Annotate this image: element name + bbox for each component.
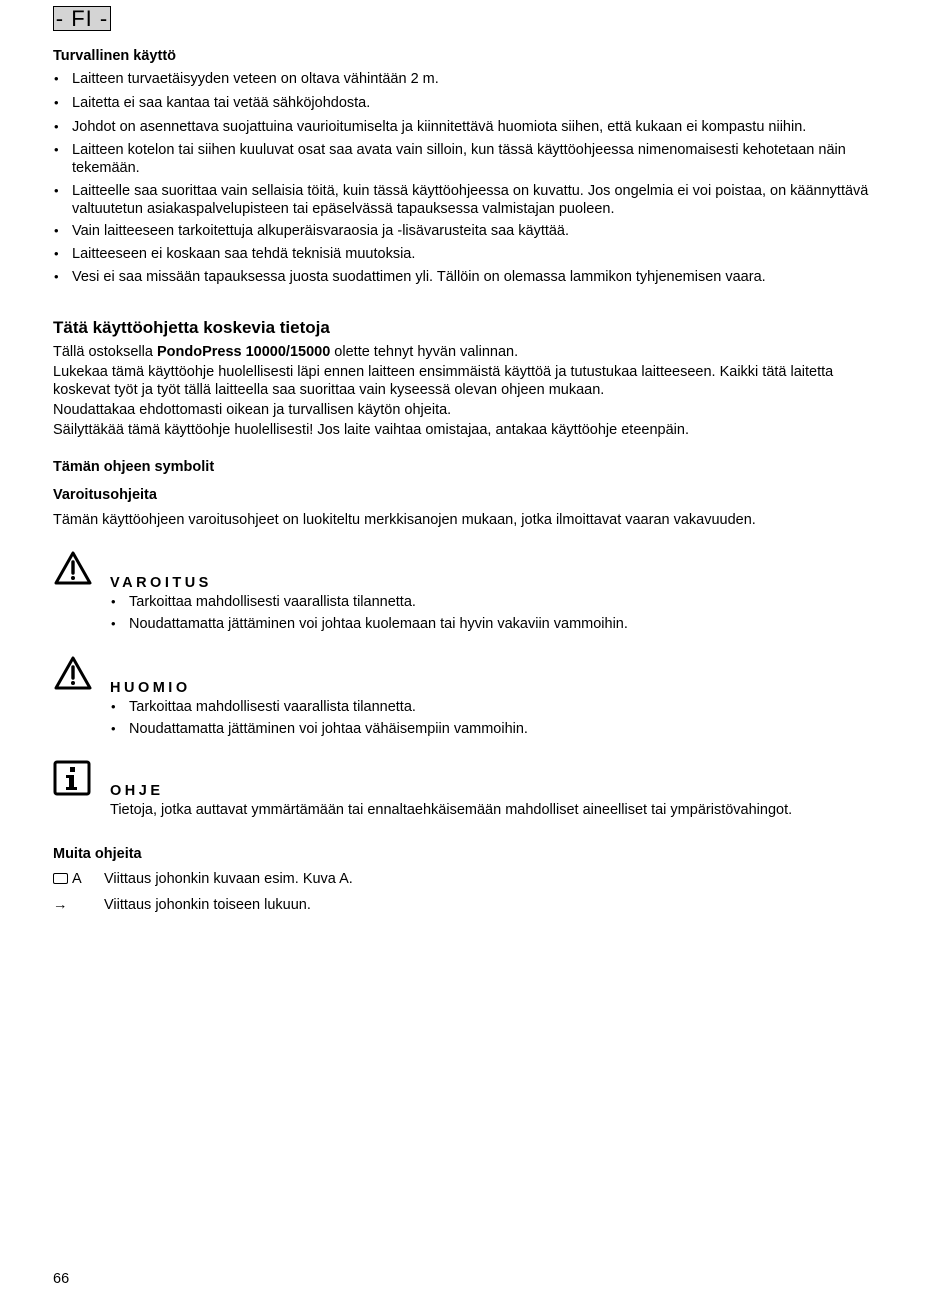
list-item: • Vesi ei saa missään tapauksessa juosta suodattimen yli. Tällöin on olemassa lammikon tyhjenemisen vaara. xyxy=(53,268,893,286)
about-line-1 xyxy=(53,343,893,361)
note-block xyxy=(53,758,893,819)
list-item: • Laitteen turvaetäisyyden veteen on oltava vähintään 2 m. xyxy=(53,70,893,88)
warning-label: VAROITUS xyxy=(110,575,212,591)
about-line-4: Säilyttäkää tämä käyttöohje huolellisesti! Jos laite vaihtaa omistajaa, antakaa käyttöohje eteenpäin. xyxy=(53,422,689,438)
page-content xyxy=(53,46,893,914)
warnings-intro: Tämän käyttöohjeen varoitusohjeet on luokiteltu merkkisanojen mukaan, jotka ilmoittavat vaaran vakavuuden. xyxy=(53,512,756,528)
note-label: OHJE xyxy=(110,783,164,799)
figure-reference-letter: A xyxy=(72,871,82,887)
list-item: • Laitteen kotelon tai siihen kuuluvat osat saa avata vain silloin, kun tässä käyttöohjeessa nimenomaisesti kehotetaan näin tekemään. xyxy=(53,141,893,177)
caution-block xyxy=(53,655,893,738)
safety-list xyxy=(53,70,893,286)
note-text: Tietoja, jotka auttavat ymmärtämään tai ennaltaehkäisemään mahdolliset aineelliset tai ympäristövahingot. xyxy=(110,802,793,818)
symbols-heading: Tämän ohjeen symbolit xyxy=(53,459,215,475)
product-name: PondoPress 10000/15000 xyxy=(156,344,331,360)
about-line-3: Noudattakaa ehdottomasti oikean ja turvallisen käytön ohjeita. xyxy=(53,402,452,418)
about-heading: Tätä käyttöohjetta koskevia tietoja xyxy=(53,318,330,337)
about-line-1-pre: Tällä ostoksella xyxy=(53,344,157,360)
caution-list xyxy=(110,698,893,738)
list-item: • Johdot on asennettava suojattuina vaurioitumiselta ja kiinnitettävä huomiota siihen, että kukaan ei kompastu niihin. xyxy=(53,118,893,136)
list-item: • Noudattamatta jättäminen voi johtaa vähäisempiin vammoihin. xyxy=(110,720,893,738)
list-item: • Laitteelle saa suorittaa vain sellaisia töitä, kuin tässä käyttöohjeessa on kuvattu. Jos ongelmia ei voi poistaa, on käännyttävä valtuutetun asiakaspalvelupisteen tai epäselvässä tapauksessa valmistajan puoleen. xyxy=(53,182,893,218)
list-item: • Laitteeseen ei koskaan saa tehdä teknisiä muutoksia. xyxy=(53,245,893,263)
warning-block xyxy=(53,550,893,633)
list-item: • Noudattamatta jättäminen voi johtaa kuolemaan tai hyvin vakaviin vammoihin. xyxy=(110,615,893,633)
warning-list xyxy=(110,593,893,633)
language-badge: - FI - xyxy=(53,6,111,31)
other-heading: Muita ohjeita xyxy=(53,846,142,862)
list-item: • Tarkoittaa mahdollisesti vaarallista tilannetta. xyxy=(110,698,893,716)
arrow-right-icon: → xyxy=(53,897,68,913)
about-line-1-post: olette tehnyt hyvän valinnan. xyxy=(330,344,519,360)
warning-triangle-icon xyxy=(53,550,93,591)
figure-reference-row xyxy=(53,870,893,888)
list-item: • Vain laitteeseen tarkoitettuja alkuperäisvaraosia ja -lisävarusteita saa käyttää. xyxy=(53,222,893,240)
chapter-reference-text: Viittaus johonkin toiseen lukuun. xyxy=(104,897,311,913)
figure-frame-icon xyxy=(53,873,68,884)
about-line-2: Lukekaa tämä käyttöohje huolellisesti läpi ennen laitteen ensimmäistä käyttöä ja tutustukaa laitteeseen. Kaikki tätä laitetta koskevat työt ja työt tällä laitteella saa suorittaa vain kyseessä olevan ohjeen mukaan. xyxy=(53,364,834,398)
warnings-heading: Varoitusohjeita xyxy=(53,487,157,503)
caution-label: HUOMIO xyxy=(110,680,191,696)
figure-reference-text: Viittaus johonkin kuvaan esim. Kuva A. xyxy=(104,871,353,887)
info-icon xyxy=(53,760,91,801)
list-item: • Laitetta ei saa kantaa tai vetää sähköjohdosta. xyxy=(53,94,893,112)
page-number: 66 xyxy=(53,1271,70,1287)
caution-triangle-icon xyxy=(53,655,93,696)
figure-reference-key xyxy=(53,870,104,888)
safety-heading: Turvallinen käyttö xyxy=(53,48,177,64)
list-item: • Tarkoittaa mahdollisesti vaarallista tilannetta. xyxy=(110,593,893,611)
chapter-reference-row xyxy=(53,896,893,914)
